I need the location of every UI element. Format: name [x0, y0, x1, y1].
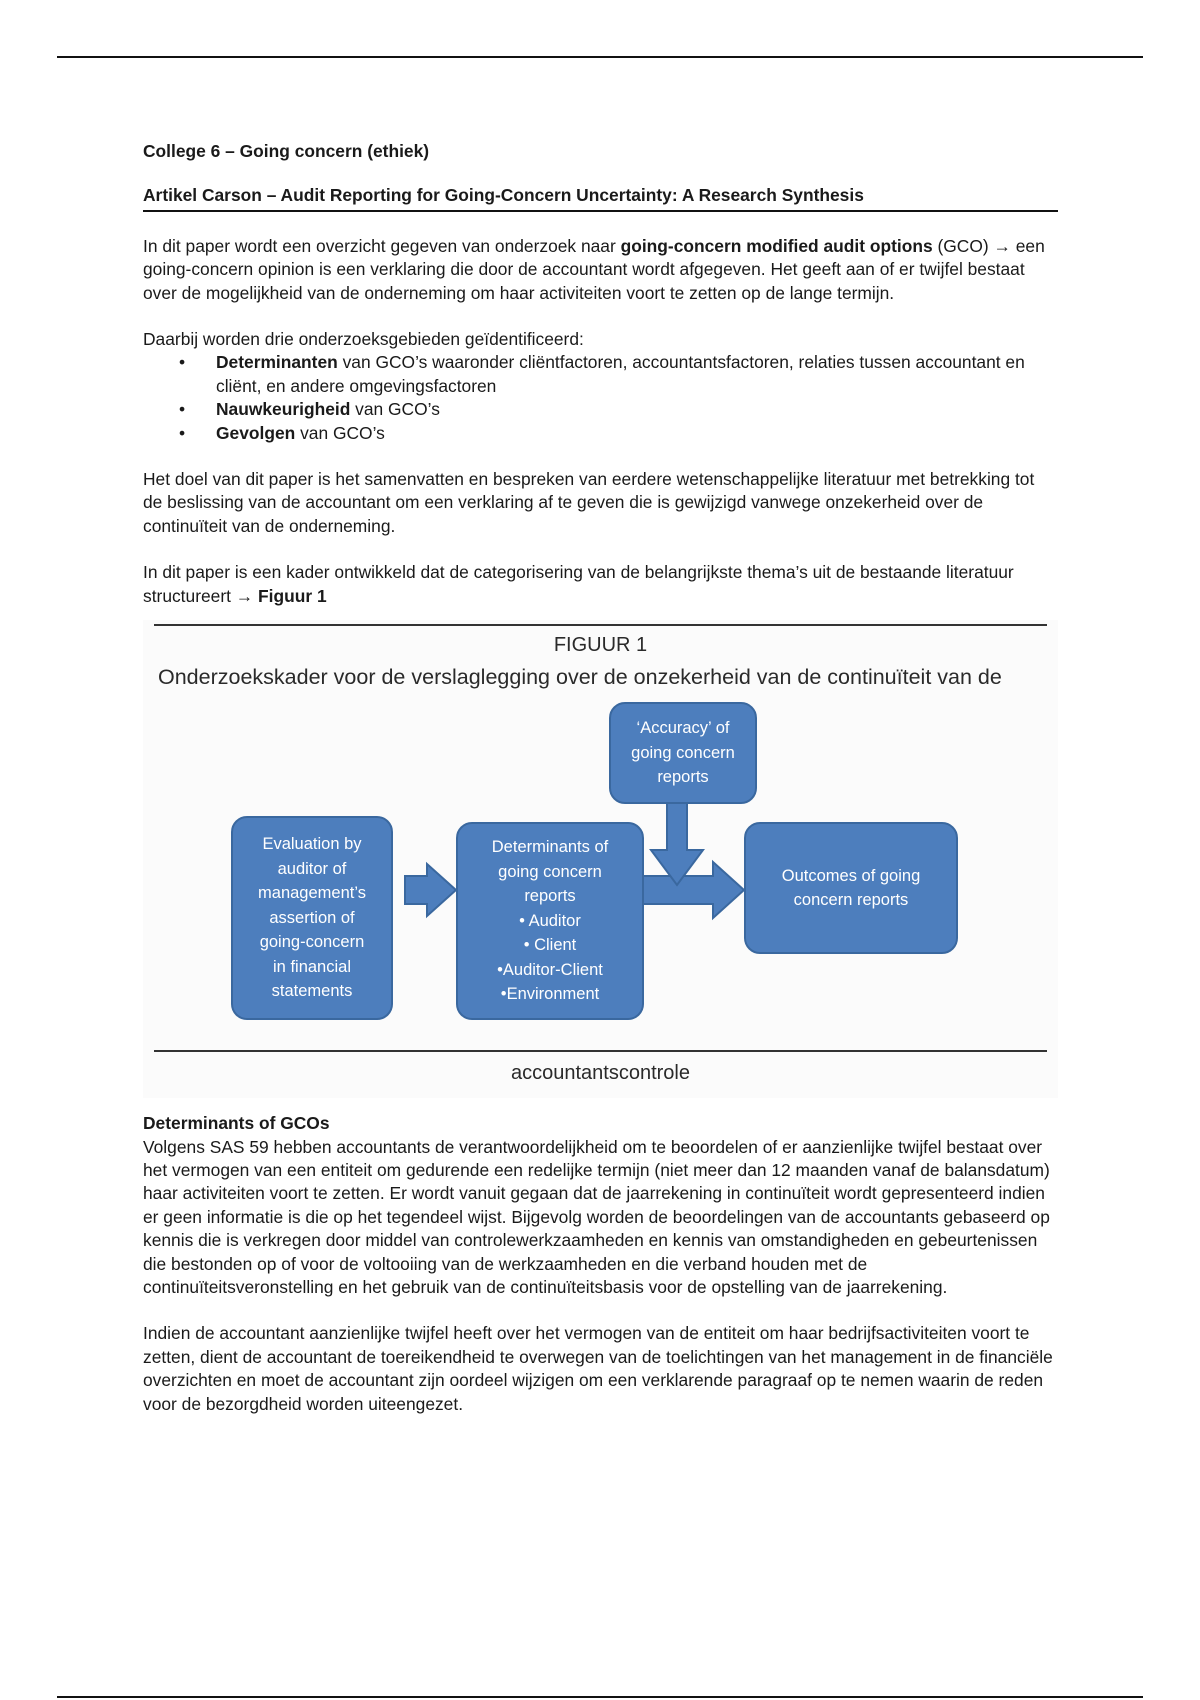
- document-body: [143, 140, 1058, 1416]
- figure-1: [143, 620, 1058, 1098]
- figure-reference: Figuur 1: [258, 585, 327, 606]
- intro-text-a: In dit paper wordt een overzicht gegeven van onderzoek naar: [143, 235, 621, 256]
- intro-bold-term: going-concern modified audit options: [620, 235, 933, 256]
- bottom-rule: [57, 1696, 1143, 1698]
- intro-paragraph-2: Daarbij worden drie onderzoeksgebieden geïdentificeerd:: [143, 329, 584, 350]
- arrow-evaluation-to-determinants: [405, 864, 456, 916]
- page-title: College 6 – Going concern (ethiek): [143, 141, 430, 161]
- list-item: • Gevolgen van GCO’s: [143, 422, 1058, 445]
- intro-paragraph-3: Het doel van dit paper is het samenvatten en bespreken van eerdere wetenschappelijke literatuur met betrekking tot de beslissing van de accountant om een verklaring af te geven die is gewijzigd vanwege onzekerheid over de continuïteit van de onderneming.: [143, 469, 1035, 536]
- section-heading-determinants: Determinants of GCOs: [143, 1113, 330, 1134]
- intro-paragraph-4: In dit paper is een kader ontwikkeld dat de categorisering van de belangrijkste thema’s uit de bestaande literatuur structureert → Figuur 1: [143, 562, 1014, 606]
- determinants-paragraph-1: Volgens SAS 59 hebben accountants de verantwoordelijkheid om te beoordelen of er aanzienlijke twijfel bestaat over het vermogen van een entiteit om gedurende een redelijke termijn (niet meer dan 12 maanden vanaf de balansdatum) haar activiteiten voort te zetten. Er wordt vanuit gegaan dat de jaarrekening in continuïteit wordt gepresenteerd indien er geen informatie is die op het tegendeel wijst. Bijgevolg worden de beoordelingen van de accountants gebaseerd op kennis die is verkregen door middel van controlewerkzaamheden en kennis van omstandigheden en gebeurtenissen die bestonden op of voor de voltooiing van de werkzaamheden en die verband houden met de continuïteitsveronstelling en het gebruik van de continuïteitsbasis voor de opstelling van de jaarrekening.: [143, 1136, 1050, 1297]
- box-determinants: Determinants of going concern reports • Auditor • Client •Auditor-Client •Environment: [456, 822, 644, 1020]
- arrow-accuracy-down: [651, 801, 703, 885]
- list-item: • Nauwkeurigheid van GCO’s: [143, 398, 1058, 421]
- article-title: Artikel Carson – Audit Reporting for Going-Concern Uncertainty: A Research Synthesis: [143, 184, 1058, 211]
- figure-subtitle: Onderzoekskader voor de verslaglegging over de onzekerheid van de continuïteit van de: [158, 665, 1002, 690]
- intro-text-b: (GCO) → een going-concern opinion is een verklaring die door de accountant wordt afgegeven. Het geeft aan of er twijfel bestaat over de mogelijkheid van de onderneming om haar activiteiten voort te zetten op de lange termijn.: [143, 235, 1045, 303]
- determinants-paragraph-2: Indien de accountant aanzienlijke twijfel heeft over het vermogen van de entiteit om haar bedrijfsactiviteiten voort te zetten, dient de accountant de toereikendheid te overwegen van de toelichtingen van het management in de financiële overzichten en moet de accountant zijn oordeel wijzigen om een verklarende paragraaf op te nemen waarin de reden voor de bezorgdheid worden uiteengezet.: [143, 1323, 1053, 1414]
- box-outcomes: Outcomes of going concern reports: [744, 822, 958, 954]
- figure-bottom-rule: [154, 1050, 1047, 1052]
- arrow-determinants-to-outcomes: [643, 862, 744, 918]
- figure-caption: accountantscontrole: [510, 1062, 690, 1085]
- list-item: • Determinanten van GCO’s waaronder cliëntfactoren, accountantsfactoren, relaties tussen accountant en cliënt, en andere omgevingsfactoren: [143, 351, 1058, 398]
- intro-paragraph-1: [143, 235, 1058, 305]
- box-accuracy: ‘Accuracy’ of going concern reports: [609, 702, 757, 804]
- research-areas-list: [143, 351, 1058, 445]
- figure-label: FIGUUR 1: [553, 634, 648, 657]
- top-rule: [57, 56, 1143, 58]
- box-evaluation: Evaluation by auditor of management’s assertion of going-concern in financial statements: [231, 816, 393, 1020]
